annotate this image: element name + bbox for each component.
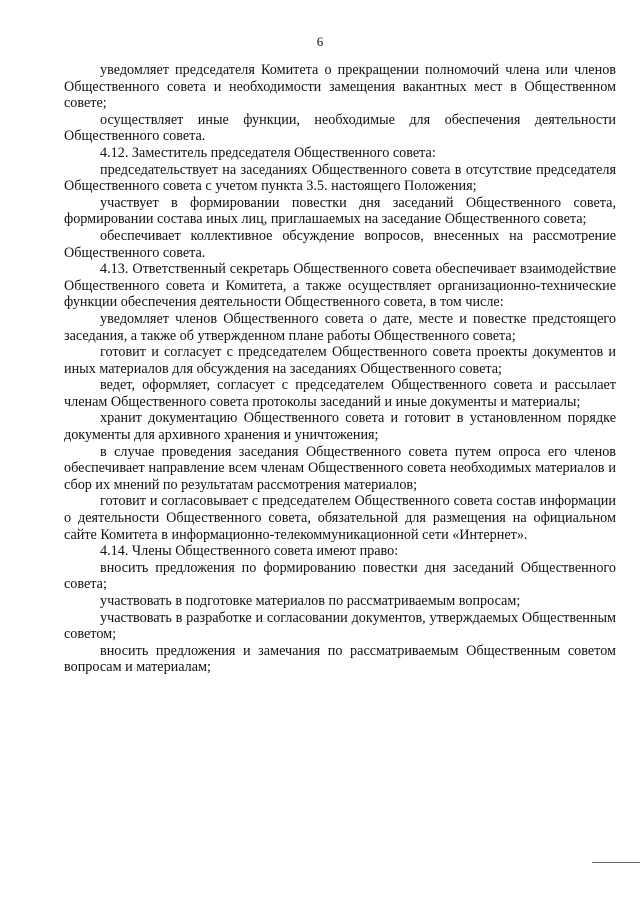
paragraph-8: уведомляет членов Общественного совета о дате, месте и повестке предстоящего заседания, а также об утвержденном плане работы Общественного совета; [64,310,616,344]
paragraph-2: осуществляет иные функции, необходимые для обеспечения деятельности Общественного совета. [64,111,616,145]
paragraph-11: хранит документацию Общественного совета и готовит в установленном порядке документы для архивного хранения и уничтожения; [64,410,616,444]
section-4-14-heading: 4.14. Члены Общественного совета имеют право: [100,543,399,560]
document-body [64,62,616,676]
paragraph-9: готовит и согласует с председателем Общественного совета проекты документов и иных материалов для обсуждения на заседаниях Общественного совета; [64,344,616,377]
page-number: 6 [316,34,324,49]
paragraph-18: вносить предложения и замечания по рассматриваемым Общественным советом вопросам и материалам; [64,642,616,676]
paragraph-16: участвовать в подготовке материалов по рассматриваемым вопросам; [100,593,521,609]
paragraph-15: вносить предложения по формированию повестки дня заседаний Общественного совета; [64,559,616,593]
section-4-13-heading: 4.13. Ответственный секретарь Общественного совета обеспечивает взаимодействие Общественного совета и Комитета, а также осуществляет организационно-технические функции обеспечения деятельности Общественного совета, в том числе: [64,261,616,311]
section-4-12-heading: 4.12. Заместитель председателя Общественного совета: [100,144,436,161]
paragraph-1: уведомляет председателя Комитета о прекращении полномочий члена или членов Общественного совета и необходимости замещения вакантных мест в Общественном совете; [64,62,616,112]
paragraph-12: в случае проведения заседания Общественного совета путем опроса его членов обеспечивает направление всем членам Общественного совета необходимых материалов и сбор их мнений по результатам рассмотрения материалов; [64,443,616,493]
paragraph-13: готовит и согласовывает с председателем Общественного совета состав информации о деятельности Общественного совета, обязательной для размещения на официальном сайте Комитета в информационно-телекоммуникационной сети «Интернет». [64,493,616,543]
paragraph-17: участвовать в разработке и согласовании документов, утверждаемых Общественным советом; [64,609,616,643]
scan-edge-line [592,862,640,863]
paragraph-10: ведет, оформляет, согласует с председателем Общественного совета и рассылает членам Общественного совета протоколы заседаний и иные документы и материалы; [64,377,616,410]
paragraph-5: участвует в формировании повестки дня заседаний Общественного совета, формировании состава иных лиц, приглашаемых на заседание Общественного совета; [64,194,616,228]
paragraph-4: председательствует на заседаниях Общественного совета в отсутствие председателя Общественного совета с учетом пункта 3.5. настоящего Положения; [64,161,616,195]
paragraph-6: обеспечивает коллективное обсуждение вопросов, внесенных на рассмотрение Общественного совета. [64,227,616,261]
